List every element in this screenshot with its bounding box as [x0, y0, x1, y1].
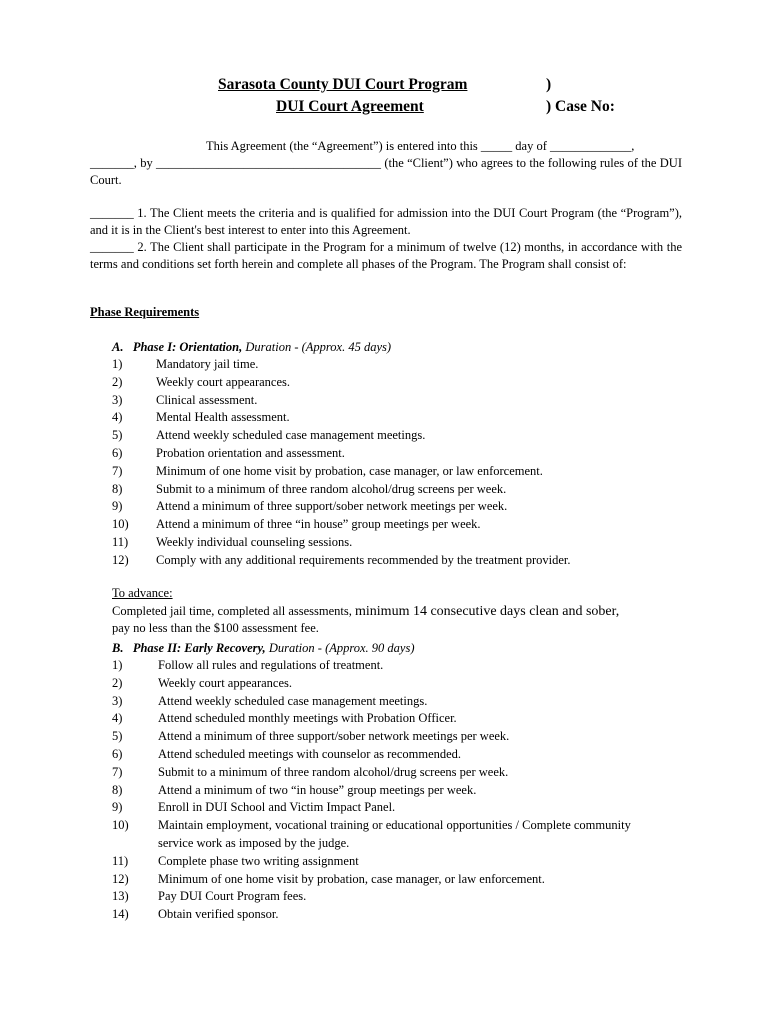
list-item-number: 1) — [112, 357, 123, 371]
phase-1-duration: Duration - (Approx. 45 days) — [245, 340, 392, 354]
list-item-text: Complete phase two writing assignment — [158, 853, 359, 868]
list-item-text: Enroll in DUI School and Victim Impact Panel. — [158, 800, 396, 815]
phase-1-name: Phase I: Orientation, — [132, 340, 243, 354]
phase-2-letter: B. — [112, 641, 124, 655]
list-item-number: 7) — [112, 463, 123, 478]
list-item-number: 3) — [112, 693, 123, 708]
advance-text — [112, 603, 672, 637]
phase-requirements-heading: Phase Requirements — [90, 305, 200, 319]
list-item-text: Maintain employment, vocational training or educational opportunities / Complete community service work as imposed by the judge. — [158, 818, 631, 850]
list-item-text: Attend a minimum of three support/sober network meetings per week. — [156, 499, 508, 514]
list-item-number: 4) — [112, 410, 123, 425]
list-item-text: Attend a minimum of two “in house” group meetings per week. — [158, 782, 477, 797]
list-item-text: Pay DUI Court Program fees. — [158, 889, 307, 904]
list-item-text: Attend scheduled meetings with counselor as recommended. — [158, 746, 462, 761]
list-item-number: 4) — [112, 711, 123, 726]
list-item-number: 14) — [112, 907, 129, 922]
list-item-number: 9) — [112, 800, 123, 815]
list-item-text: Mandatory jail time. — [156, 357, 259, 371]
list-item-text: Attend weekly scheduled case management meetings. — [156, 428, 426, 443]
advance-text-b: minimum 14 consecutive days clean and sober, — [355, 604, 620, 619]
list-item-number: 2) — [112, 374, 123, 389]
list-item-text: Attend scheduled monthly meetings with Probation Officer. — [158, 711, 457, 726]
list-item-text: Submit to a minimum of three random alcohol/drug screens per week. — [156, 481, 507, 496]
document-subtitle: DUI Court Agreement — [276, 98, 424, 115]
list-item-number: 6) — [112, 445, 123, 460]
list-item-number: 8) — [112, 782, 123, 797]
advance-text-a: Completed jail time, completed all assessments, — [112, 604, 356, 618]
intro-line-1: This Agreement (the “Agreement”) is entered into this _____ day of _____________, — [206, 139, 635, 153]
list-item-number: 5) — [112, 428, 123, 443]
list-item-text: Clinical assessment. — [156, 392, 258, 407]
list-item-text: Attend a minimum of three “in house” group meetings per week. — [156, 517, 481, 532]
list-item-text: Minimum of one home visit by probation, case manager, or law enforcement. — [156, 463, 543, 478]
list-item-text: Obtain verified sponsor. — [158, 907, 279, 922]
list-item-text: Attend weekly scheduled case management meetings. — [158, 693, 428, 708]
list-item-text: Minimum of one home visit by probation, case manager, or law enforcement. — [158, 871, 545, 886]
list-item-text: Attend a minimum of three support/sober network meetings per week. — [158, 729, 510, 744]
list-item-number: 13) — [112, 889, 129, 904]
list-item-text: Probation orientation and assessment. — [156, 445, 345, 460]
list-item-text: Follow all rules and regulations of treatment. — [158, 658, 384, 672]
advance-label: To advance: — [112, 586, 173, 600]
case-paren: ) — [546, 76, 552, 93]
phase-1-letter: A. — [112, 340, 124, 354]
phase-1-title — [112, 339, 391, 356]
phase-2-title — [112, 640, 415, 657]
list-item-text: Weekly court appearances. — [158, 675, 292, 690]
list-item-number: 12) — [112, 871, 129, 886]
clause-1: _______ 1. The Client meets the criteria and is qualified for admission into the DUI Court Program (the “Program”), and it is in the Client's best interest to enter into this Agreement. — [90, 206, 682, 237]
list-item-text: Mental Health assessment. — [156, 410, 290, 425]
list-item-text: Submit to a minimum of three random alcohol/drug screens per week. — [158, 764, 509, 779]
list-item-number: 8) — [112, 481, 123, 496]
list-item-text: Weekly court appearances. — [156, 374, 290, 389]
advance-text-c: pay no less than the $100 assessment fee. — [112, 621, 319, 635]
list-item-number: 11) — [112, 853, 129, 868]
list-item-number: 7) — [112, 764, 123, 779]
list-item-number: 5) — [112, 729, 123, 744]
phase-2-duration: Duration - (Approx. 90 days) — [268, 641, 415, 655]
list-item-text: Weekly individual counseling sessions. — [156, 534, 353, 549]
list-item-text: Comply with any additional requirements recommended by the treatment provider. — [156, 552, 571, 567]
list-item-number: 1) — [112, 658, 123, 672]
intro-paragraph — [90, 138, 682, 189]
list-item-number: 10) — [112, 517, 129, 532]
list-item-number: 6) — [112, 746, 123, 761]
list-item-number: 9) — [112, 499, 123, 514]
list-item-number: 10) — [112, 818, 129, 833]
document-title: Sarasota County DUI Court Program — [218, 76, 468, 93]
list-item-number: 12) — [112, 552, 129, 567]
list-item-number: 3) — [112, 392, 123, 407]
list-item-number: 11) — [112, 534, 129, 549]
clause-2: _______ 2. The Client shall participate in the Program for a minimum of twelve (12) months, in accordance with the terms and conditions set forth herein and complete all phases of the Program. The Program shall consist of: — [90, 240, 682, 271]
list-item-number: 2) — [112, 675, 123, 690]
phase-2-name: Phase II: Early Recovery, — [132, 641, 266, 655]
intro-line-2: _______, by ____________________________________ (the “Client”) who agrees to the following rules of the DUI Court. — [90, 156, 682, 187]
case-number-label: ) Case No: — [546, 98, 615, 115]
